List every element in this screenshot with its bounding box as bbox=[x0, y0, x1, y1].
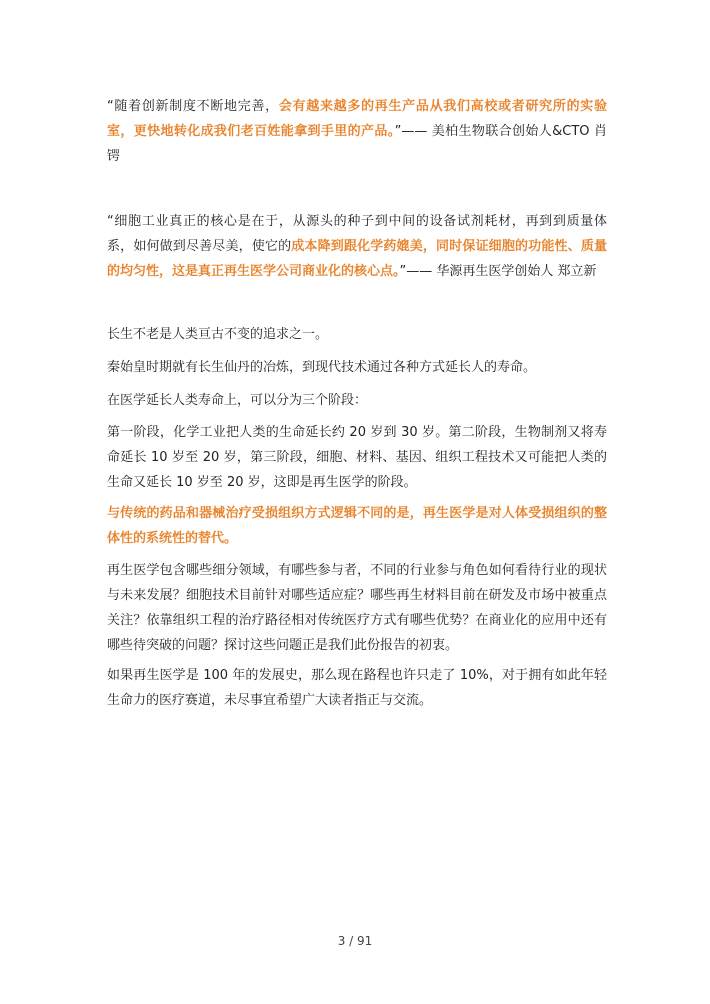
body-paragraph-three-stages: 第一阶段，化学工业把人类的生命延长约 20 岁到 30 岁。第二阶段，生物制剂又将寿命延长 10 岁至 20 岁，第三阶段，细胞、材料、基因、组织工程技术又可能把人类的生命又延长 10 岁至 20 岁，这即是再生医学的阶段。 bbox=[107, 425, 607, 490]
body-paragraph-report-questions: 再生医学包含哪些细分领域，有哪些参与者，不同的行业参与角色如何看待行业的现状与未来发展？细胞技术目前针对哪些适应症？哪些再生材料目前在研发及市场中被重点关注？依靠组织工程的治疗路径相对传统医疗方式有哪些优势？在商业化的应用中还有哪些待突破的问题？探讨这些问题正是我们此份报告的初衷。 bbox=[107, 563, 607, 653]
quote-xiao-e bbox=[107, 94, 607, 169]
quote-attribution: ”—— 华源再生医学创始人 郑立新 bbox=[399, 264, 597, 279]
quote-text: “细胞工业真正的核心是在于，从源头的种子到中间的设备试剂耗材，再到到质量体系，如何做到尽善尽美，使它的 bbox=[107, 214, 607, 254]
quote-attribution: ”—— 美柏生物联合创始人&CTO 肖锷 bbox=[107, 124, 607, 164]
quote-highlight: 成本降到跟化学药媲美，同时保证细胞的功能性、质量的均匀性，这是真正再生医学公司商业化的核心点。 bbox=[107, 239, 607, 279]
body-paragraph-three-stages-intro: 在医学延长人类寿命上，可以分为三个阶段： bbox=[107, 393, 368, 408]
highlight-paragraph-systemic-replacement: 与传统的药品和器械治疗受损组织方式逻辑不同的是，再生医学是对人体受损组织的整体性的系统性的替代。 bbox=[107, 506, 607, 546]
quote-text: “随着创新制度不断地完善， bbox=[107, 99, 279, 114]
quote-highlight: 会有越来越多的再生产品从我们高校或者研究所的实验室，更快地转化成我们老百姓能拿到手里的产品。 bbox=[107, 99, 607, 139]
quote-zheng-lixin bbox=[107, 209, 607, 284]
body-paragraph-history: 秦始皇时期就有长生仙丹的冶炼，到现代技术通过各种方式延长人的寿命。 bbox=[107, 360, 537, 375]
body-paragraph-closing: 如果再生医学是 100 年的发展史，那么现在路程也许只走了 10%，对于拥有如此年轻生命力的医疗赛道，未尽事宜希望广大读者指正与交流。 bbox=[107, 668, 607, 708]
page-number: 3 / 91 bbox=[337, 934, 373, 948]
body-paragraph-longevity: 长生不老是人类亘古不变的追求之一。 bbox=[107, 327, 329, 342]
